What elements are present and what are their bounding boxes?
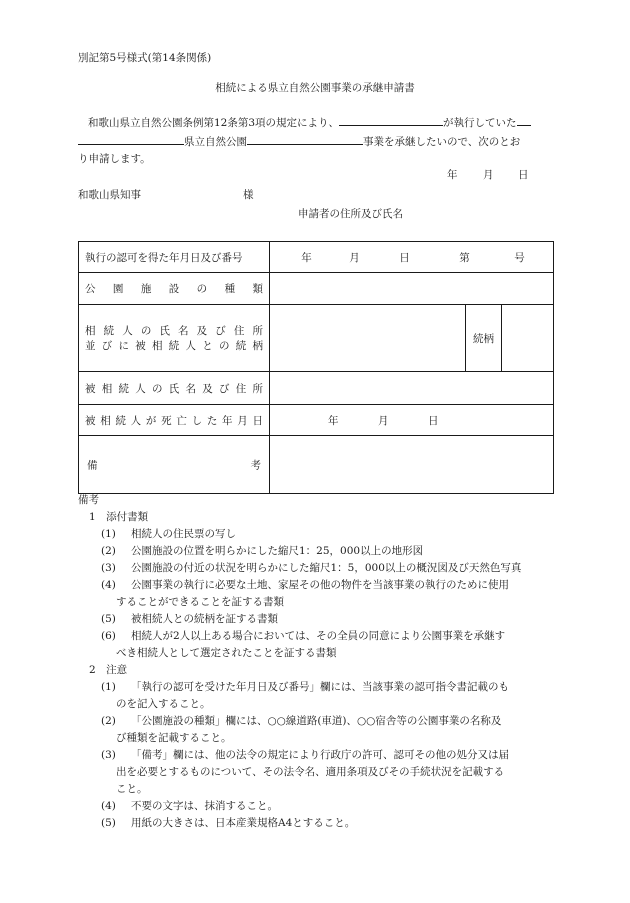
auth-month-unit: 月 <box>349 251 360 264</box>
item-number: (5) <box>101 817 116 829</box>
application-table <box>78 241 554 494</box>
page-title: 相続による県立自然公園事業の承継申請書 <box>215 82 415 94</box>
heir-name-address-field[interactable] <box>270 305 466 372</box>
remarks-label <box>79 436 270 494</box>
list-item <box>78 679 558 696</box>
item-number: (2) <box>101 715 116 727</box>
list-item <box>78 560 558 577</box>
cautions-heading: 2 注意 <box>89 664 128 676</box>
item-number: (3) <box>101 562 116 574</box>
honorific: 様 <box>243 189 254 201</box>
list-item <box>78 713 558 730</box>
list-item <box>78 526 558 543</box>
remarks-field[interactable] <box>270 436 554 494</box>
item-number: (1) <box>101 528 116 540</box>
item-continuation: べき相続人として選定されたことを証する書類 <box>116 647 337 659</box>
remarks-label-right: 考 <box>250 459 261 471</box>
heir-label-line2: 並びに被相続人との続柄 <box>85 340 263 352</box>
list-item <box>78 798 558 815</box>
item-text: 被相続人との続柄を証する書類 <box>131 613 278 625</box>
date-year: 年 <box>447 169 458 181</box>
item-continuation: び種類を記載すること。 <box>116 732 232 744</box>
auth-day-unit: 日 <box>399 251 410 264</box>
body-line1-a: 和歌山県立自然公園条例第12条第3項の規定により、 <box>88 117 340 129</box>
table-row <box>79 405 554 436</box>
death-date-field[interactable] <box>270 405 554 436</box>
item-text: 相続人の住民票の写し <box>131 528 236 540</box>
body-line3: り申請します。 <box>78 153 151 165</box>
item-number: (4) <box>101 579 116 591</box>
deceased-name-address-field[interactable] <box>270 372 554 405</box>
auth-number-prefix: 第 <box>459 251 470 264</box>
auth-number-suffix: 号 <box>514 251 525 264</box>
item-text: 相続人が2人以上ある場合においては、その全員の同意により公園事業を承継す <box>131 630 506 642</box>
item-continuation: こと。 <box>116 783 148 795</box>
predecessor-blank[interactable] <box>339 113 443 126</box>
form-number: 別記第5号様式(第14条関係) <box>78 52 212 64</box>
table-row <box>79 305 554 372</box>
facility-type-label: 公園施設の種類 <box>79 273 270 305</box>
item-text: 用紙の大きさは、日本産業規格A4とすること。 <box>131 817 356 829</box>
body-line2-b: 事業を承継したいので、次のとお <box>363 136 521 148</box>
relation-field[interactable] <box>502 305 554 372</box>
item-number: (1) <box>101 681 116 693</box>
item-number: (4) <box>101 800 116 812</box>
table-row <box>79 273 554 305</box>
item-number: (3) <box>101 749 116 761</box>
facility-type-field[interactable] <box>270 273 554 305</box>
addressee: 和歌山県知事 <box>78 189 141 201</box>
project-name-blank[interactable] <box>247 132 363 145</box>
item-text: 「公園施設の種類」欄には、○○線道路(車道)、○○宿舎等の公園事業の名称及 <box>131 715 502 727</box>
remarks-label-left: 備 <box>87 459 98 471</box>
item-text: 公園施設の位置を明らかにした縮尺1：25，000以上の地形図 <box>131 545 424 557</box>
trailing-blank[interactable] <box>517 113 531 126</box>
body-line1-b: が執行していた <box>443 117 517 129</box>
park-name-blank[interactable] <box>78 132 184 145</box>
item-number: (2) <box>101 545 116 557</box>
table-row <box>79 436 554 494</box>
date-month: 月 <box>483 169 494 181</box>
declaration-body <box>78 113 558 168</box>
table-row <box>79 372 554 405</box>
item-text: 「備考」欄には、他の法令の規定により行政庁の許可、認可その他の処分又は届 <box>131 749 509 761</box>
item-continuation: 出を必要とするものについて、その法令名、適用条項及びその手続状況を記載する <box>116 766 505 778</box>
death-date-label: 被相続人が死亡した年月日 <box>79 405 270 436</box>
attachments-heading: 1 添付書類 <box>89 511 149 523</box>
item-continuation: することができることを証する書類 <box>116 596 284 608</box>
authorization-label: 執行の認可を得た年月日及び番号 <box>79 242 270 273</box>
applicant-name-field[interactable] <box>432 206 552 220</box>
death-year-unit: 年 <box>328 414 339 427</box>
item-text: 公園事業の執行に必要な土地、家屋その他の物件を当該事業の執行のために使用 <box>131 579 509 591</box>
table-row <box>79 242 554 273</box>
list-item <box>78 611 558 628</box>
list-item <box>78 543 558 560</box>
applicant-label: 申請者の住所及び氏名 <box>298 208 403 220</box>
item-number: (5) <box>101 613 116 625</box>
item-text: 不要の文字は、抹消すること。 <box>131 800 278 812</box>
heir-label-line1: 相続人の氏名及び住所 <box>85 325 263 337</box>
notes-heading: 備考 <box>78 494 99 506</box>
date-day: 日 <box>518 169 529 181</box>
list-item <box>78 577 558 594</box>
relation-label: 続柄 <box>466 305 502 372</box>
notes-section <box>78 492 558 832</box>
list-item <box>78 628 558 645</box>
body-line2-a: 県立自然公園 <box>184 136 247 148</box>
auth-year-unit: 年 <box>301 251 312 264</box>
death-month-unit: 月 <box>378 414 389 427</box>
authorization-date-number-field[interactable] <box>270 242 554 273</box>
death-day-unit: 日 <box>428 414 439 427</box>
item-text: 「執行の認可を受けた年月日及び番号」欄には、当該事業の認可指令書記載のも <box>131 681 509 693</box>
heir-label <box>79 305 270 372</box>
list-item <box>78 815 558 832</box>
item-number: (6) <box>101 630 116 642</box>
deceased-label: 被相続人の氏名及び住所 <box>79 372 270 405</box>
list-item <box>78 747 558 764</box>
item-text: 公園施設の付近の状況を明らかにした縮尺1：5，000以上の概況図及び天然色写真 <box>131 562 522 574</box>
item-continuation: のを記入すること。 <box>116 698 211 710</box>
